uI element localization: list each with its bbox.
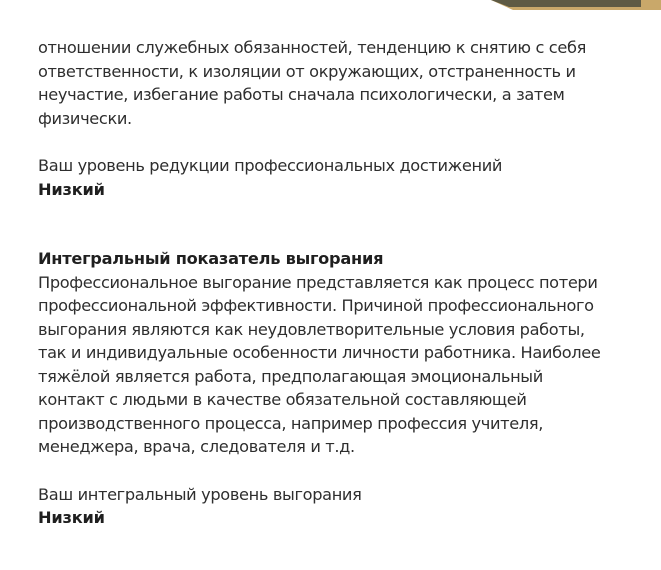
text-line: Профессиональное выгорание представляется как процесс потери [38,272,598,292]
reduction-level-label: Ваш уровень редукции профессиональных достижений [38,156,503,175]
spacer [38,459,648,483]
text-line: выгорания являются как неудовлетворительные условия работы, [38,319,585,339]
integral-level-value: Низкий [38,508,105,527]
text-line: производственного процесса, например профессия учителя, [38,413,544,433]
text-line: тяжёлой является работа, предполагающая эмоциональный [38,366,543,386]
text-line: неучастие, избегание работы сначала психологически, а затем [38,85,565,104]
text-line: профессиональной эффективности. Причиной профессионального [38,296,594,315]
integral-level-label: Ваш интегральный уровень выгорания [38,484,362,504]
spacer [38,201,648,247]
results-content [38,36,648,530]
text-line: отношении служебных обязанностей, тенденцию к снятию с себя [38,38,586,57]
spacer [38,130,648,154]
text-line: менеджера, врача, следователя и т.д. [38,437,355,456]
integral-description [38,271,648,459]
reduction-level-value: Низкий [38,179,105,199]
text-line: ответственности, к изоляции от окружающих, отстраненность и [38,61,576,81]
depersonalization-description [38,36,648,130]
decorative-corner-shape [491,0,661,10]
text-line: так и индивидуальные особенности личности работника. Наиболее [38,343,601,362]
integral-section-heading: Интегральный показатель выгорания [38,249,384,268]
text-line: физически. [38,108,132,128]
text-line: контакт с людьми в качестве обязательной составляющей [38,390,527,409]
